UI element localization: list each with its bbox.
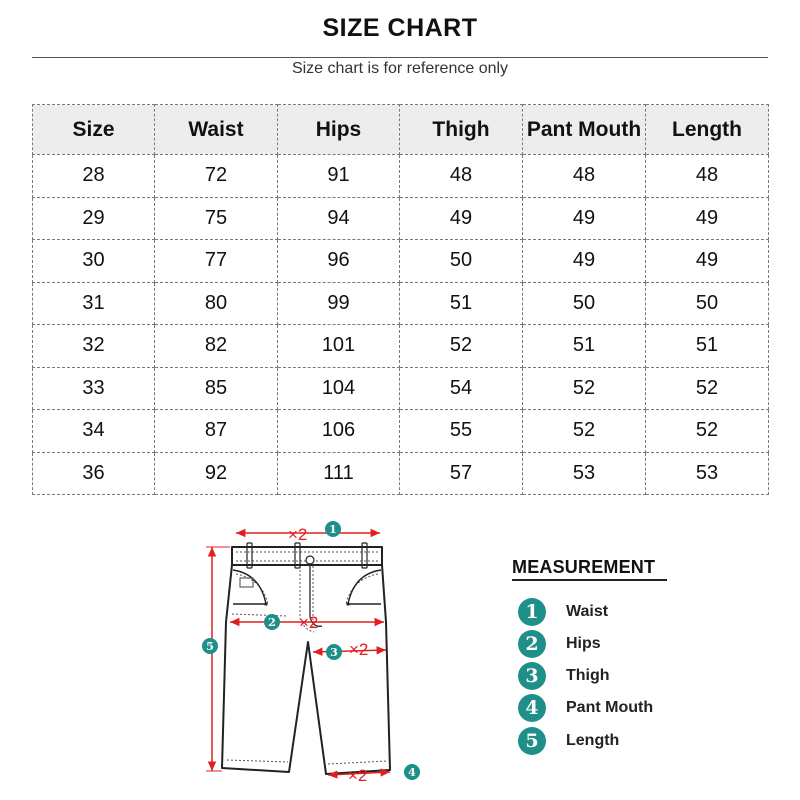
svg-text:5: 5 [206,640,214,653]
column-header-thigh: Thigh [400,105,523,155]
table-cell: 72 [155,155,278,198]
svg-text:4: 4 [408,766,416,779]
table-cell: 30 [33,240,155,283]
column-header-length: Length [646,105,769,155]
column-header-hips: Hips [278,105,400,155]
waist-multiplier: ×2 [288,525,308,544]
table-cell: 49 [523,240,646,283]
shorts-outline [222,547,390,774]
table-cell: 52 [646,410,769,453]
table-cell: 50 [400,240,523,283]
table-cell: 54 [400,367,523,410]
column-header-waist: Waist [155,105,278,155]
column-header-size: Size [33,105,155,155]
rivets [264,602,349,605]
table-cell: 32 [33,325,155,368]
legend-item-pant-mouth [518,693,653,723]
table-cell: 82 [155,325,278,368]
svg-text:3: 3 [330,646,338,659]
table-cell: 49 [400,197,523,240]
table-cell: 80 [155,282,278,325]
table-cell: 53 [523,452,646,495]
svg-text:1: 1 [329,523,337,536]
mouth-multiplier: ×2 [348,766,368,785]
table-cell: 48 [523,155,646,198]
table-cell: 53 [646,452,769,495]
table-cell: 49 [646,240,769,283]
table-cell: 94 [278,197,400,240]
table-cell: 52 [646,367,769,410]
table-cell: 52 [400,325,523,368]
table-cell: 91 [278,155,400,198]
table-cell: 51 [523,325,646,368]
legend-number-badge: 5 [518,727,546,755]
legend-number-badge: 1 [518,598,546,626]
legend-item-thigh [518,661,610,691]
table-cell: 34 [33,410,155,453]
legend-label: Thigh [566,667,610,684]
table-cell: 55 [400,410,523,453]
marker-4 [404,764,420,780]
thigh-multiplier: ×2 [349,640,369,659]
marker-5 [202,638,218,654]
table-cell: 31 [33,282,155,325]
legend-label: Waist [566,603,609,620]
legend-label: Pant Mouth [566,699,654,716]
marker-3 [326,644,342,660]
table-cell: 52 [523,367,646,410]
button-icon [306,556,314,564]
shorts-body-outline [222,565,390,774]
legend-item-hips [518,629,601,659]
table-cell: 48 [646,155,769,198]
table-cell: 51 [400,282,523,325]
table-cell: 52 [523,410,646,453]
table-cell: 111 [278,452,400,495]
legend-label: Length [566,732,620,749]
table-cell: 57 [400,452,523,495]
hips-multiplier: ×2 [299,613,319,632]
svg-text:2: 2 [268,616,276,629]
page-title: SIZE CHART [322,14,478,42]
legend-number-badge: 3 [518,662,546,690]
front-pockets [233,570,381,604]
table-cell: 85 [155,367,278,410]
marker-2 [264,614,280,630]
table-cell: 50 [646,282,769,325]
table-cell: 104 [278,367,400,410]
table-cell: 49 [646,197,769,240]
table-cell: 28 [33,155,155,198]
legend-number-badge: 4 [518,694,546,722]
table-cell: 99 [278,282,400,325]
marker-1 [325,521,341,537]
legend-title: MEASUREMENT [512,557,667,581]
legend-item-waist [518,597,608,627]
table-cell: 36 [33,452,155,495]
legend-item-length [518,726,619,756]
table-cell: 75 [155,197,278,240]
table-cell: 51 [646,325,769,368]
legend-number-badge: 2 [518,630,546,658]
table-cell: 77 [155,240,278,283]
table-cell: 33 [33,367,155,410]
table-cell: 101 [278,325,400,368]
table-cell: 49 [523,197,646,240]
table-cell: 106 [278,410,400,453]
table-cell: 96 [278,240,400,283]
column-header-pant-mouth: Pant Mouth [523,105,646,155]
table-cell: 50 [523,282,646,325]
table-cell: 48 [400,155,523,198]
legend-label: Hips [566,635,601,652]
coin-pocket [240,578,253,587]
table-cell: 29 [33,197,155,240]
table-cell: 87 [155,410,278,453]
page-subtitle: Size chart is for reference only [291,60,509,77]
table-cell: 92 [155,452,278,495]
